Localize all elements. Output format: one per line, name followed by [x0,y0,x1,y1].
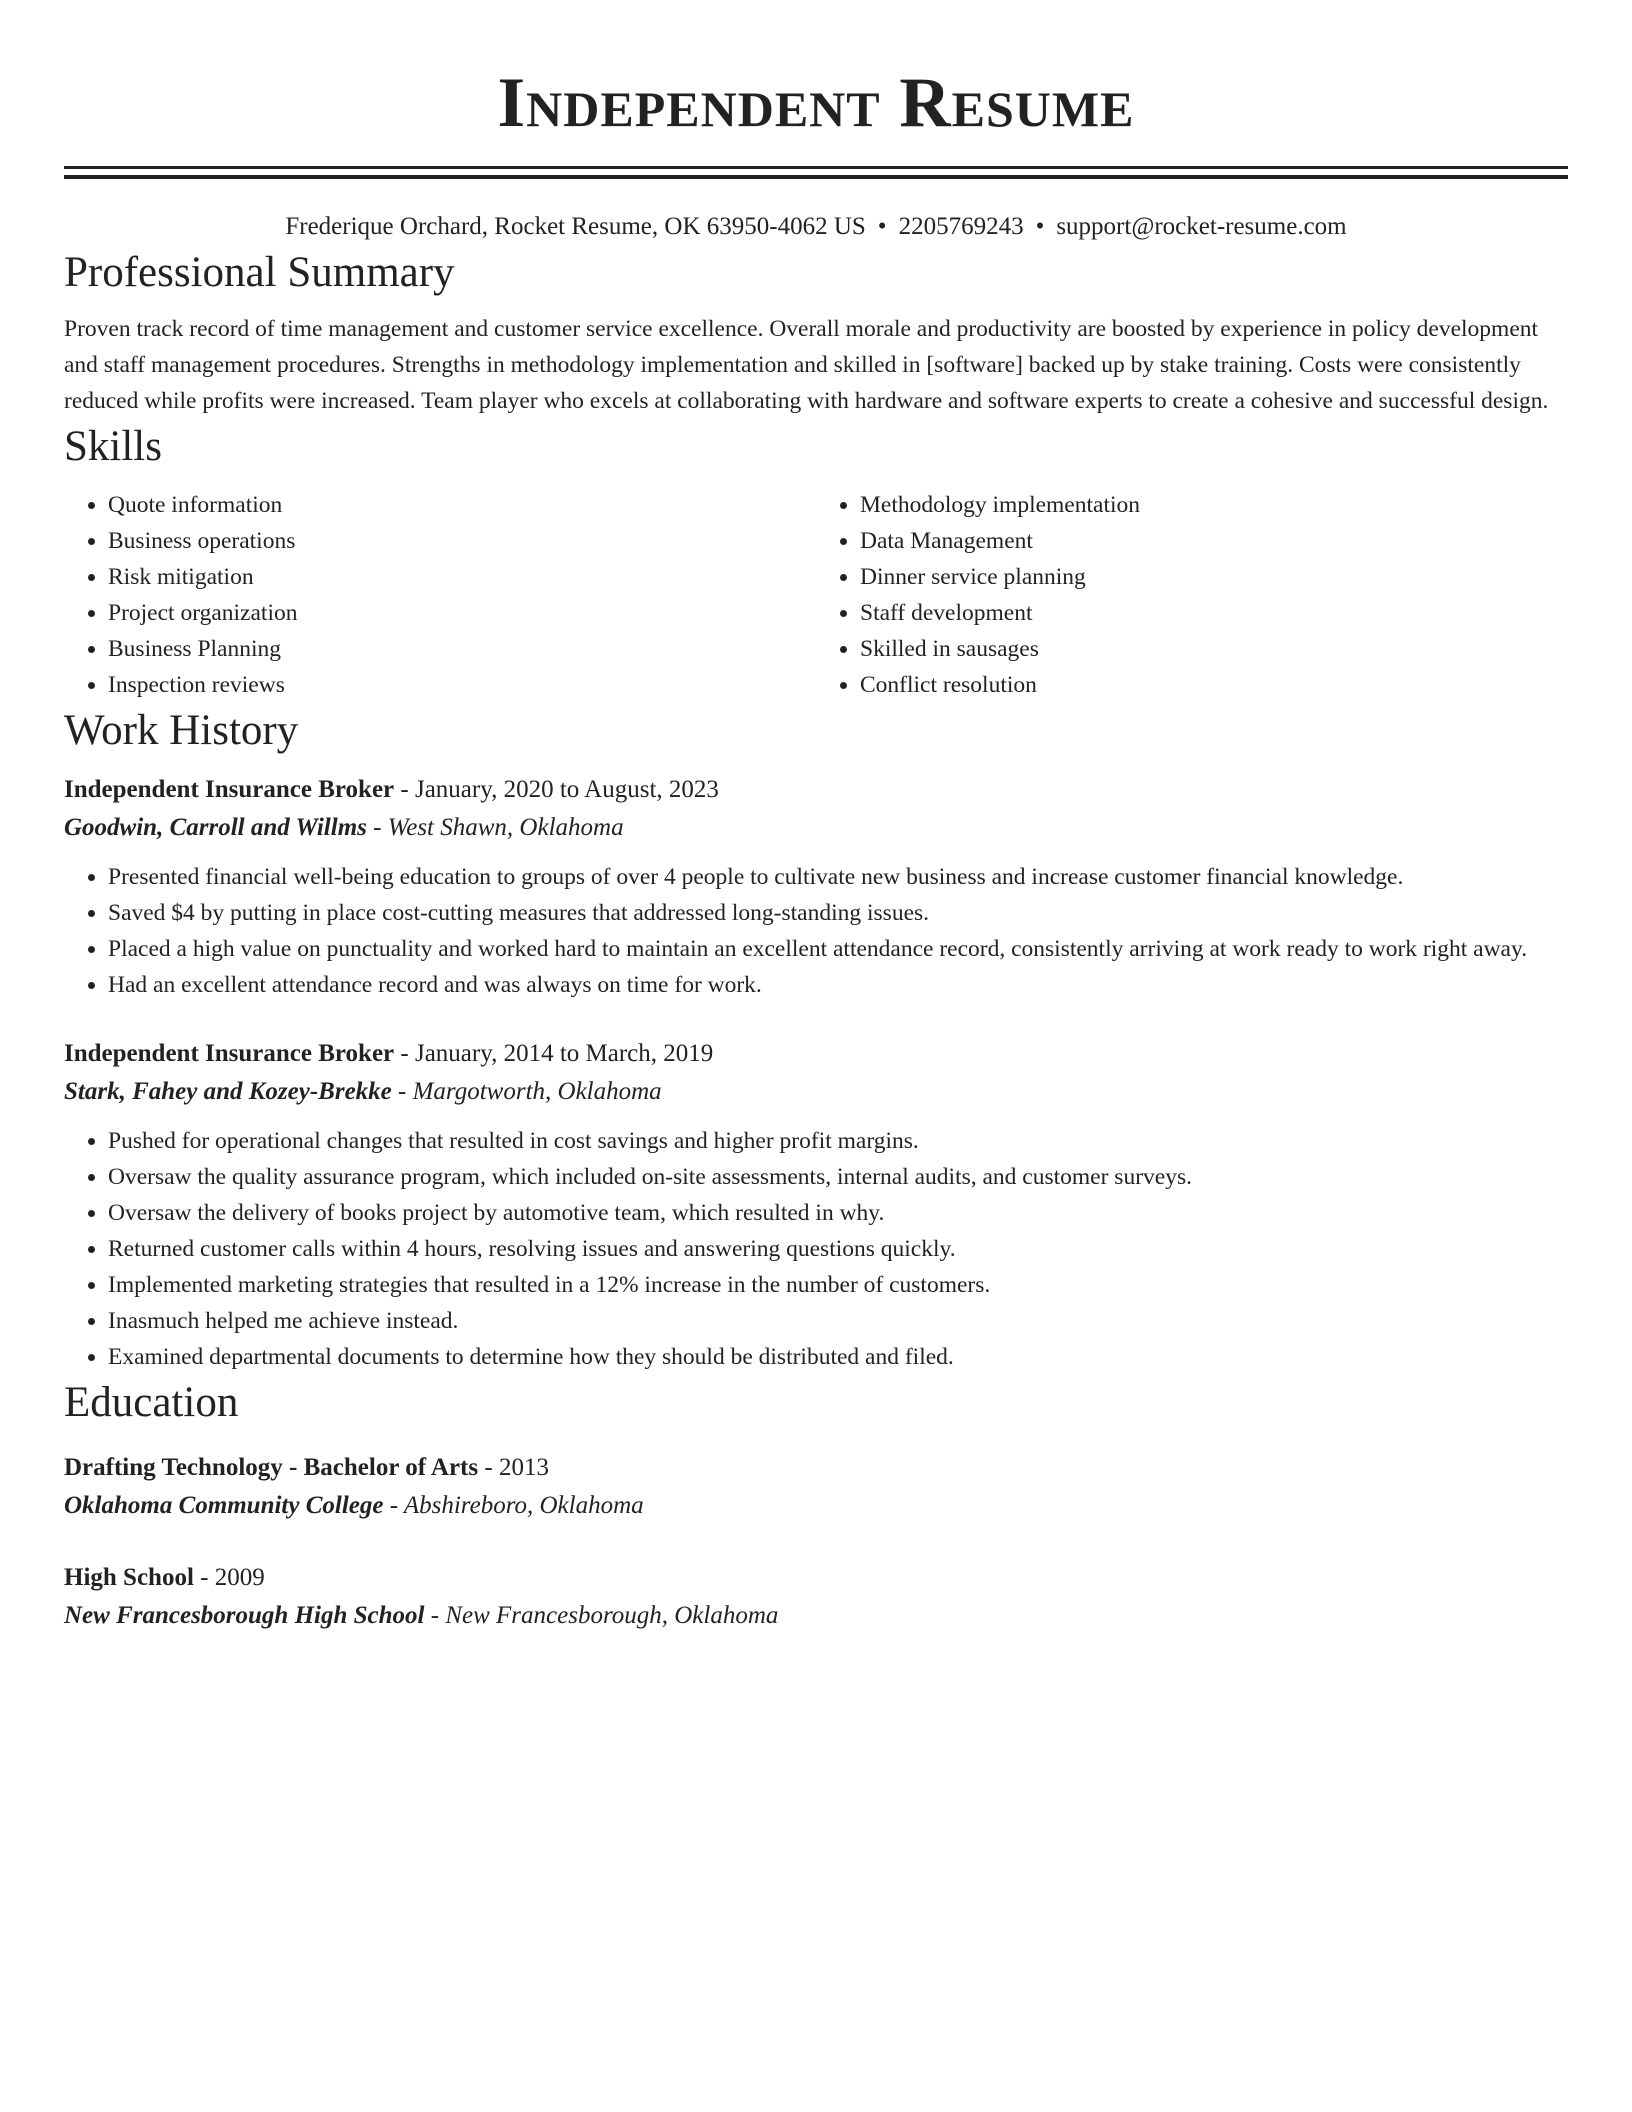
employer-line [64,1073,1568,1111]
education-entry [64,1559,1568,1635]
skills-heading: Skills [64,423,162,470]
job-bullets [64,1123,1568,1375]
skill-item: • Data Management [860,523,1568,559]
skill-item: • Risk mitigation [108,559,816,595]
divider-line-top [64,166,1568,169]
job-dates: - January, 2020 to August, 2023 [394,776,719,803]
education-entry [64,1449,1568,1525]
employer-line [64,809,1568,847]
degree-name: High School [64,1564,194,1591]
contact-email: support@rocket-resume.com [1056,213,1347,240]
job-bullet: • Placed a high value on punctuality and worked hard to maintain an excellent attendance record, consistently arriving at work ready to work right away. [108,931,1568,967]
contact-separator: • [1035,213,1045,240]
summary-text: Proven track record of time management and customer service excellence. Overall morale and productivity are boosted by experience in policy development and staff management procedures. Strengths in methodology implementation and skilled in [software] backed up by stake training. Costs were consistently reduced while profits were increased. Team player who excels at collaborating with hardware and software experts to create a cohesive and successful design. [64,316,1549,414]
job-title: Independent Insurance Broker [64,776,395,803]
job-bullet: • Pushed for operational changes that resulted in cost savings and higher profit margins. [108,1123,1568,1159]
skill-item: • Quote information [108,487,816,523]
contact-address: Frederique Orchard, Rocket Resume, OK 63950-4062 US [285,213,866,240]
job-title-line [64,771,1568,809]
graduation-year: - 2009 [193,1564,265,1591]
skill-item: • Business operations [108,523,816,559]
job-entry [64,771,1568,1003]
job-bullet: • Presented financial well-being education to groups of over 4 people to cultivate new business and increase customer financial knowledge. [108,859,1568,895]
skills-columns [64,487,1568,703]
skill-item: • Project organization [108,595,816,631]
job-bullet: • Returned customer calls within 4 hours, resolving issues and answering questions quickly. [108,1231,1568,1267]
skill-item: • Business Planning [108,631,816,667]
job-bullet: • Inasmuch helped me achieve instead. [108,1303,1568,1339]
school-line [64,1487,1568,1525]
work-history-heading: Work History [64,707,299,754]
skills-list-left [64,487,816,703]
job-bullets [64,859,1568,1003]
job-bullet: • Examined departmental documents to determine how they should be distributed and filed. [108,1339,1568,1375]
contact-line [64,209,1568,245]
skill-item: • Methodology implementation [860,487,1568,523]
job-bullet: • Saved $4 by putting in place cost-cutting measures that addressed long-standing issues. [108,895,1568,931]
skill-item: • Skilled in sausages [860,631,1568,667]
degree-line [64,1559,1568,1597]
skill-item: • Inspection reviews [108,667,816,703]
job-title-line [64,1035,1568,1073]
resume-title: Independent Resume [497,64,1135,142]
job-title: Independent Insurance Broker [64,1040,395,1067]
skill-item: • Dinner service planning [860,559,1568,595]
job-dates: - January, 2014 to March, 2019 [394,1040,714,1067]
school-location: - Abshireboro, Oklahoma [383,1492,644,1519]
school-location: - New Francesborough, Oklahoma [424,1602,779,1629]
contact-separator: • [877,213,887,240]
job-bullet: • Oversaw the quality assurance program, which included on-site assessments, internal audits, and customer surveys. [108,1159,1568,1195]
job-bullet: • Had an excellent attendance record and was always on time for work. [108,967,1568,1003]
skills-list-right [816,487,1568,703]
school-name: Oklahoma Community College [64,1492,384,1519]
education-heading: Education [64,1379,239,1426]
job-entry [64,1035,1568,1375]
title-divider [64,166,1568,179]
job-bullet: • Oversaw the delivery of books project by automotive team, which resulted in why. [108,1195,1568,1231]
contact-phone: 2205769243 [898,213,1024,240]
school-name: New Francesborough High School [64,1602,425,1629]
degree-name: Drafting Technology - Bachelor of Arts [64,1454,479,1481]
employer-name: Goodwin, Carroll and Willms [64,814,367,841]
school-line [64,1597,1568,1635]
graduation-year: - 2013 [478,1454,549,1481]
employer-location: - Margotworth, Oklahoma [391,1078,662,1105]
divider-line-bottom [64,175,1568,179]
summary-heading: Professional Summary [64,249,455,296]
job-bullet: • Implemented marketing strategies that resulted in a 12% increase in the number of customers. [108,1267,1568,1303]
degree-line [64,1449,1568,1487]
skill-item: • Conflict resolution [860,667,1568,703]
employer-name: Stark, Fahey and Kozey-Brekke [64,1078,392,1105]
skill-item: • Staff development [860,595,1568,631]
employer-location: - West Shawn, Oklahoma [366,814,624,841]
